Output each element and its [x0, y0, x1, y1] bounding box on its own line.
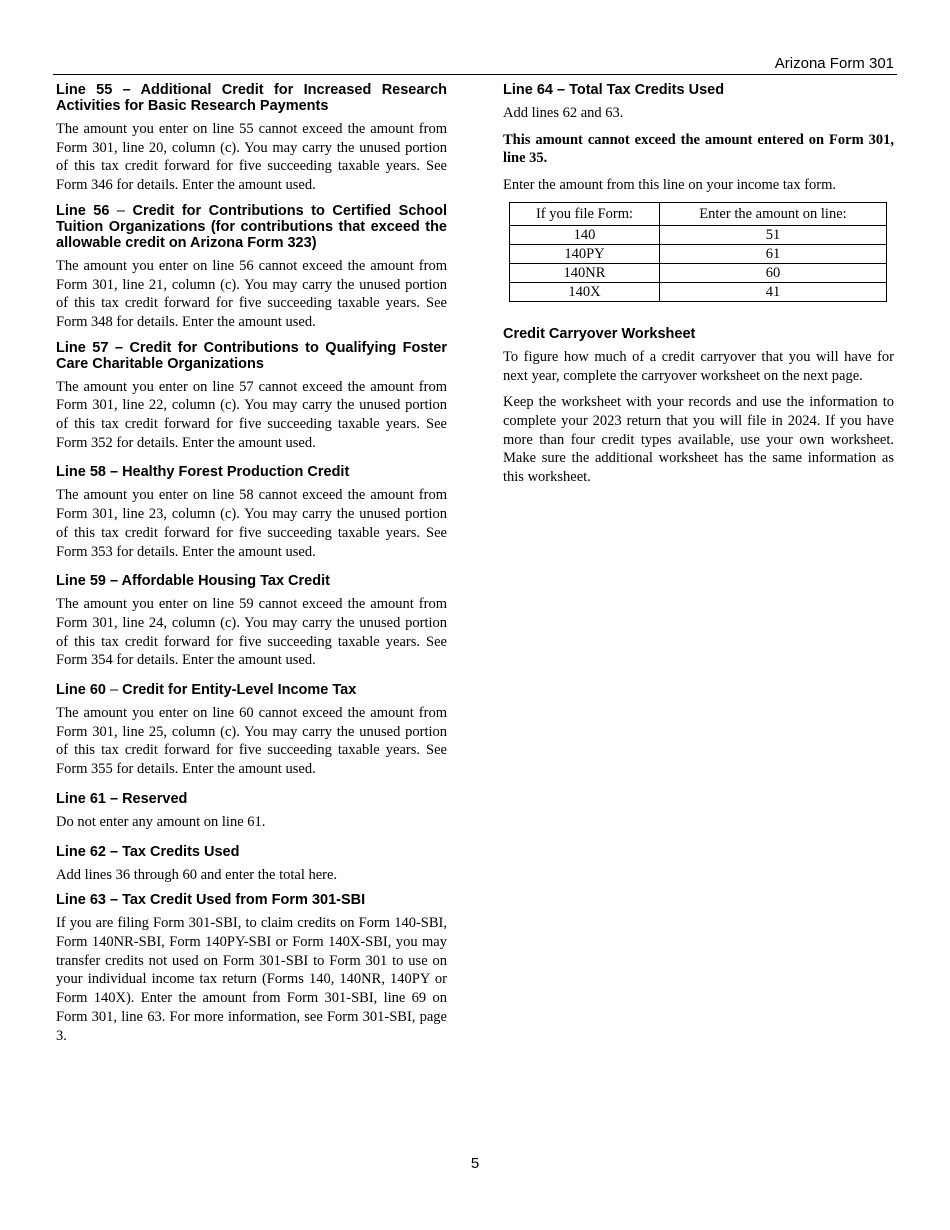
section-body: Add lines 36 through 60 and enter the total here.	[56, 866, 338, 883]
section-body: The amount you enter on line 57 cannot exceed the amount from Form 301, line 22, column (c). You may carry the unused portion of this tax credit forward for five succeeding taxable years. See Form 352 for details. Enter the amount used.	[56, 378, 447, 451]
table-cell: 61	[660, 244, 887, 263]
section-body: Add lines 62 and 63.	[503, 105, 624, 121]
form-line-table	[509, 202, 887, 302]
section-title: Line 63 – Tax Credit Used from Form 301-SBI	[56, 892, 366, 909]
section-body: Do not enter any amount on line 61.	[56, 813, 266, 830]
section-line-64	[503, 82, 894, 302]
section-warning: This amount cannot exceed the amount entered on Form 301, line 35.	[503, 131, 894, 167]
section-title: Line 64 – Total Tax Credits Used	[503, 82, 725, 98]
table-row	[510, 263, 887, 282]
table-cell: 140PY	[510, 244, 660, 263]
section-line-59	[56, 573, 447, 670]
section-title: Line 55 – Additional Credit for Increased Research Activities for Basic Research Payments	[56, 82, 447, 114]
section-line-56	[56, 203, 447, 332]
section-title: Line 60 – Credit for Entity-Level Income Tax	[56, 682, 357, 699]
section-body: The amount you enter on line 60 cannot exceed the amount from Form 301, line 25, column (c). You may carry the unused portion of this tax credit forward for five succeeding taxable years. See Form 355 for details. Enter the amount used.	[56, 705, 447, 778]
table-cell: 41	[660, 282, 887, 301]
section-body: If you are filing Form 301-SBI, to claim credits on Form 140-SBI, Form 140NR-SBI, Form 140PY-SBI or Form 140X-SBI, you may transfer credits not used on Form 301-SBI to Form 301 to use on your individual income tax return (Forms 140, 140NR, 140PY or Form 140X). Enter the amount from Form 301-SBI, line 69 on Form 301, line 63. For more information, see Form 301-SBI, page 3.	[56, 915, 447, 1044]
table-cell: 140X	[510, 282, 660, 301]
section-line-60	[56, 682, 447, 779]
section-line-55	[56, 82, 447, 195]
section-line-63	[56, 892, 447, 1045]
section-title: Line 56 – Credit for Contributions to Certified School Tuition Organizations (for contributions that exceed the allowable credit on Arizona Form 323)	[56, 202, 447, 251]
section-carryover-worksheet	[503, 326, 894, 487]
section-body: The amount you enter on line 59 cannot exceed the amount from Form 301, line 24, column (c). You may carry the unused portion of this tax credit forward for five succeeding taxable years. See Form 354 for details. Enter the amount used.	[56, 596, 447, 669]
section-title: Line 57 – Credit for Contributions to Qualifying Foster Care Charitable Organizations	[56, 339, 447, 372]
table-row	[510, 225, 887, 244]
table-cell: 140	[510, 225, 660, 244]
table-cell: 60	[660, 263, 887, 282]
table-row	[510, 244, 887, 263]
section-title: Line 58 – Healthy Forest Production Credit	[56, 464, 350, 481]
section-line-61	[56, 791, 447, 832]
section-title: Line 62 – Tax Credits Used	[56, 843, 240, 860]
form-name: Arizona Form 301	[774, 55, 894, 72]
section-title: Credit Carryover Worksheet	[503, 325, 696, 342]
section-body: The amount you enter on line 55 cannot exceed the amount from Form 301, line 20, column (c). You may carry the unused portion of this tax credit forward for five succeeding taxable years. See Form 346 for details. Enter the amount used.	[56, 121, 447, 194]
table-row	[510, 282, 887, 301]
page-header	[53, 55, 897, 75]
table-header: Enter the amount on line:	[660, 202, 887, 225]
section-body: To figure how much of a credit carryover that you will have for next year, complete the carryover worksheet on the next page.	[503, 348, 894, 384]
page-number: 5	[470, 1155, 480, 1172]
section-body: Enter the amount from this line on your income tax form.	[503, 177, 837, 194]
table-header-row	[510, 202, 887, 225]
right-column	[503, 82, 894, 495]
section-body: Keep the worksheet with your records and use the information to complete your 2023 return that you will file in 2024. If you have more than four credit types available, use your own worksheet. Make sure the additional worksheet has the same information as this worksheet.	[503, 394, 894, 486]
table-cell: 140NR	[510, 263, 660, 282]
section-line-62	[56, 844, 447, 885]
section-title: Line 61 – Reserved	[56, 790, 188, 807]
table-header: If you file Form:	[510, 202, 660, 225]
left-column	[56, 82, 447, 1053]
section-body: The amount you enter on line 58 cannot exceed the amount from Form 301, line 23, column (c). You may carry the unused portion of this tax credit forward for five succeeding taxable years. See Form 353 for details. Enter the amount used.	[56, 487, 447, 560]
table-cell: 51	[660, 225, 887, 244]
section-body: The amount you enter on line 56 cannot exceed the amount from Form 301, line 21, column (c). You may carry the unused portion of this tax credit forward for five succeeding taxable years. See Form 348 for details. Enter the amount used.	[56, 257, 447, 330]
section-line-57	[56, 340, 447, 453]
section-line-58	[56, 464, 447, 561]
section-title: Line 59 – Affordable Housing Tax Credit	[56, 573, 330, 590]
